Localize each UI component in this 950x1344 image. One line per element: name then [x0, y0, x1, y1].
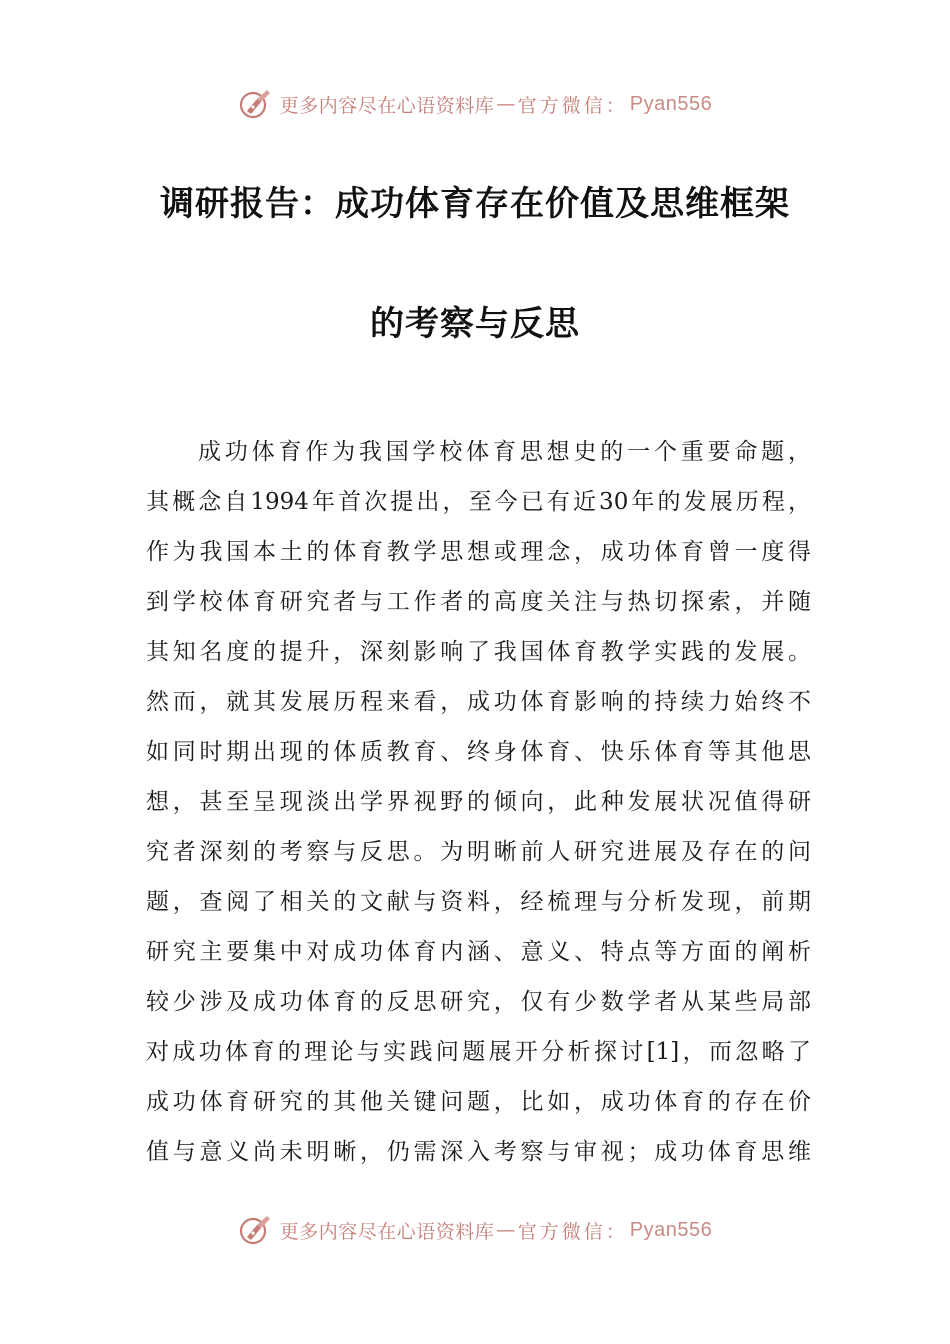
body-line: 较少涉及成功体育的反思研究，仅有少数学者从某些局部: [146, 989, 811, 1015]
body-line: 对成功体育的理论与实践问题展开分析探讨[1]，而忽略了: [146, 1039, 811, 1065]
body-line: 研究主要集中对成功体育内涵、意义、特点等方面的阐析: [146, 939, 811, 965]
pen-nib-circle-icon: [238, 1213, 274, 1247]
body-line: 到学校体育研究者与工作者的高度关注与热切探索，并随: [146, 589, 811, 615]
header-brand-text: 更多内容尽在心语资料库: [279, 94, 495, 117]
header-official-label: 官方微信：: [517, 94, 628, 117]
body-line: 想，甚至呈现淡出学界视野的倾向，此种发展状况值得研: [146, 789, 811, 815]
body-line: 如同时期出现的体质教育、终身体育、快乐体育等其他思: [146, 739, 811, 765]
pen-nib-circle-icon: [238, 87, 274, 121]
footer-dash: —: [496, 1219, 516, 1241]
body-line: 其知名度的提升，深刻影响了我国体育教学实践的发展。: [146, 639, 811, 665]
header-wechat-id: Pyan556: [629, 92, 713, 115]
body-line: 作为我国本土的体育教学思想或理念，成功体育曾一度得: [146, 539, 811, 565]
body-paragraph: [146, 427, 811, 1177]
footer-wechat-id: Pyan556: [629, 1218, 713, 1241]
footer-official-label: 官方微信：: [517, 1220, 628, 1243]
body-line: 其概念自1994年首次提出，至今已有近30年的发展历程，: [146, 489, 811, 515]
body-line: 究者深刻的考察与反思。为明晰前人研究进展及存在的问: [146, 839, 811, 865]
header-dash: —: [496, 93, 516, 115]
footer-brand-text: 更多内容尽在心语资料库: [279, 1220, 495, 1243]
body-line: 成功体育作为我国学校体育思想史的一个重要命题，: [198, 439, 811, 465]
body-line: 值与意义尚未明晰，仍需深入考察与审视；成功体育思维: [146, 1139, 811, 1165]
footer-watermark: [0, 1210, 950, 1250]
document-title-line-1: 调研报告：成功体育存在价值及思维框架: [160, 184, 790, 224]
body-line: 成功体育研究的其他关键问题，比如，成功体育的存在价: [146, 1089, 811, 1115]
body-line: 题，查阅了相关的文献与资料，经梳理与分析发现，前期: [146, 889, 811, 915]
header-watermark: [0, 84, 950, 124]
body-line: 然而，就其发展历程来看，成功体育影响的持续力始终不: [146, 689, 811, 715]
document-title-line-2: 的考察与反思: [370, 304, 580, 344]
